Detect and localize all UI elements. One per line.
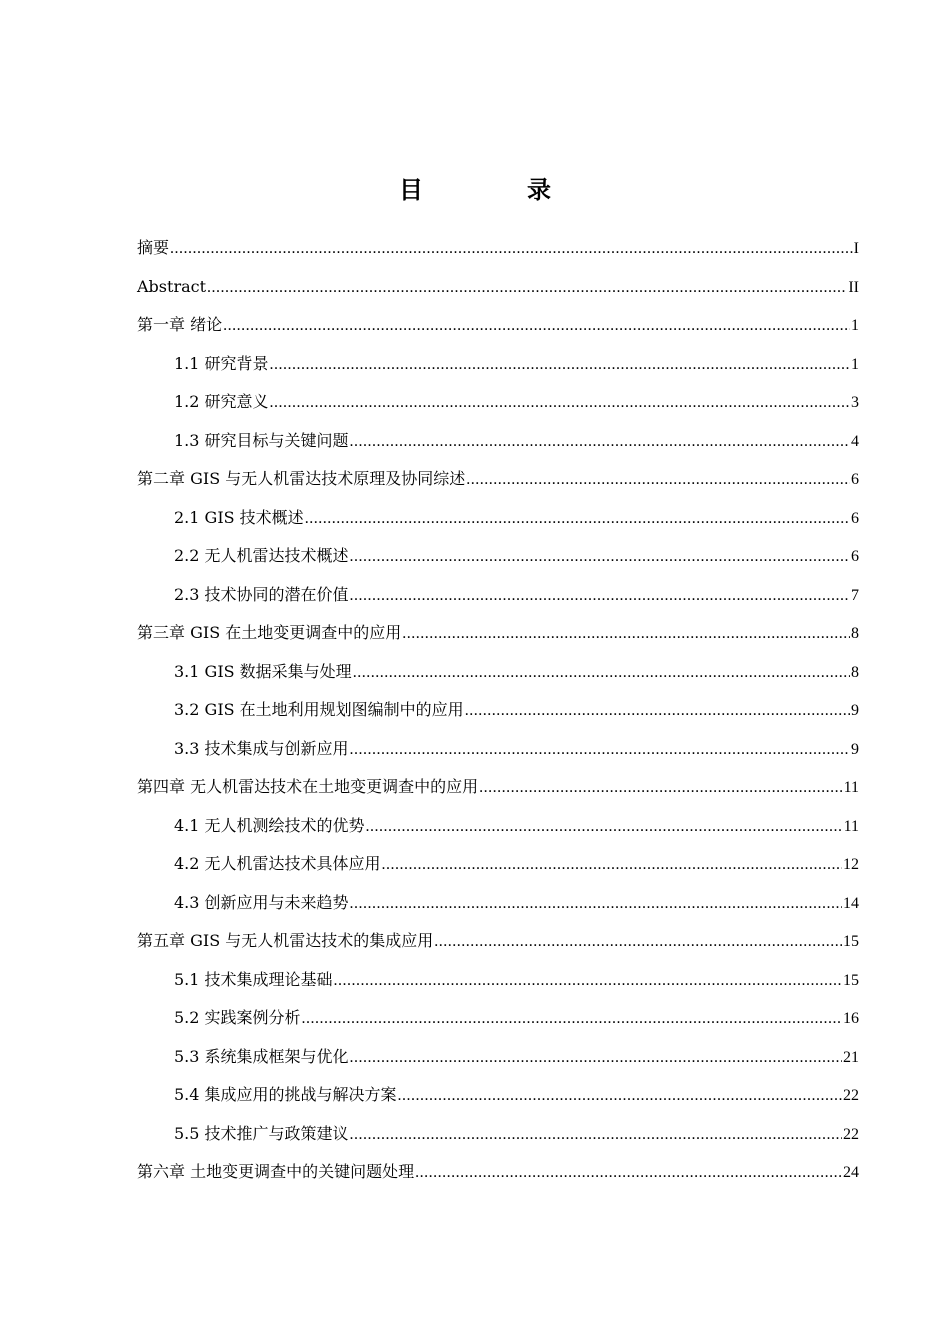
toc-entry-page-number: 6	[851, 509, 859, 527]
toc-entry-page-number: 11	[843, 779, 859, 796]
toc-entry-label: 3.1 GIS 数据采集与处理	[174, 661, 352, 681]
dot-leader	[382, 846, 842, 885]
dot-leader	[350, 885, 842, 924]
toc-entry-label: 4.1 无人机测绘技术的优势	[174, 815, 365, 835]
toc-entry-page-number: 8	[851, 625, 859, 642]
page-title: 目 录	[399, 176, 591, 204]
toc-entry-page-number: 6	[851, 471, 859, 488]
toc-entry-label: 第一章 绪论	[137, 315, 223, 334]
toc-entry-chapter[interactable]	[137, 768, 859, 807]
dot-leader	[350, 1039, 842, 1078]
toc-entry-section[interactable]	[137, 537, 859, 576]
toc-entry-label: 2.3 技术协同的潜在价值	[174, 584, 349, 604]
toc-entry-section[interactable]	[137, 961, 859, 1000]
dot-leader	[350, 538, 850, 577]
toc-entry-page-number: 9	[851, 740, 859, 758]
dot-leader	[270, 346, 850, 385]
toc-entry-label: 第三章 GIS 在土地变更调查中的应用	[137, 623, 402, 642]
dot-leader	[353, 654, 850, 693]
toc-entry-section[interactable]	[137, 499, 859, 538]
toc-entry-label: 1.2 研究意义	[174, 392, 269, 411]
dot-leader	[434, 923, 842, 962]
dot-leader	[350, 731, 850, 770]
toc-entry-label: 5.2 实践案例分析	[174, 1008, 301, 1027]
toc-entry-label: 5.1 技术集成理论基础	[174, 969, 333, 989]
toc-entry-label: 摘要	[137, 238, 170, 257]
toc-entry-section[interactable]	[137, 1076, 859, 1115]
dot-leader	[415, 1154, 842, 1193]
toc-entry-section[interactable]	[137, 576, 859, 615]
toc-entry-label: 第四章 无人机雷达技术在土地变更调查中的应用	[137, 777, 479, 796]
table-of-contents	[137, 229, 859, 1192]
toc-entry-section[interactable]	[137, 345, 859, 384]
dot-leader	[398, 1077, 842, 1116]
toc-entry-label: 5.3 系统集成框架与优化	[174, 1046, 349, 1066]
toc-entry-section[interactable]	[137, 691, 859, 730]
toc-entry-chapter[interactable]	[137, 306, 859, 345]
toc-entry-section[interactable]	[137, 999, 859, 1038]
toc-entry-page-number: 11	[843, 817, 859, 835]
toc-entry-label: 2.1 GIS 技术概述	[174, 507, 304, 527]
toc-entry-page-number: 22	[843, 1087, 859, 1104]
toc-entry-page-number: 8	[851, 663, 859, 681]
dot-leader	[207, 269, 847, 308]
toc-entry-page-number: 15	[843, 933, 859, 950]
toc-entry-label: 2.2 无人机雷达技术概述	[174, 546, 349, 565]
toc-entry-label: 4.2 无人机雷达技术具体应用	[174, 854, 381, 873]
dot-leader	[479, 769, 843, 808]
toc-entry-page-number: 4	[851, 432, 859, 450]
toc-entry-chapter[interactable]	[137, 922, 859, 961]
toc-entry-page-number: 22	[843, 1125, 859, 1143]
toc-entry-section[interactable]	[137, 807, 859, 846]
dot-leader	[334, 962, 842, 1001]
toc-entry-page-number: 7	[851, 586, 859, 604]
toc-entry-section[interactable]	[137, 884, 859, 923]
toc-entry-label: 1.1 研究背景	[174, 353, 269, 373]
toc-entry-label: 3.2 GIS 在土地利用规划图编制中的应用	[174, 700, 464, 719]
toc-entry-page-number: 1	[851, 355, 859, 373]
toc-entry-section[interactable]	[137, 653, 859, 692]
toc-entry-page-number: I	[853, 240, 859, 257]
toc-entry-page-number: 9	[851, 702, 859, 719]
toc-entry-label: 4.3 创新应用与未来趋势	[174, 892, 349, 912]
toc-entry-label: Abstract	[137, 276, 207, 296]
toc-entry-chapter[interactable]	[137, 614, 859, 653]
toc-entry-page-number: 3	[851, 394, 859, 411]
toc-entry-page-number: 6	[851, 548, 859, 565]
toc-entry-section[interactable]	[137, 845, 859, 884]
toc-entry-chapter[interactable]	[137, 229, 859, 268]
toc-entry-section[interactable]	[137, 422, 859, 461]
dot-leader	[350, 423, 850, 462]
toc-entry-label: 5.5 技术推广与政策建议	[174, 1123, 349, 1143]
dot-leader	[270, 384, 850, 423]
dot-leader	[170, 230, 853, 269]
toc-entry-page-number: II	[848, 278, 859, 296]
toc-entry-label: 1.3 研究目标与关键问题	[174, 430, 349, 450]
dot-leader	[223, 307, 850, 346]
toc-entry-section[interactable]	[137, 730, 859, 769]
dot-leader	[350, 577, 850, 616]
toc-entry-page-number: 1	[851, 317, 859, 334]
toc-entry-page-number: 21	[843, 1048, 859, 1066]
toc-entry-section[interactable]	[137, 1038, 859, 1077]
toc-entry-section[interactable]	[137, 1115, 859, 1154]
toc-entry-page-number: 24	[843, 1164, 859, 1181]
dot-leader	[366, 808, 843, 847]
dot-leader	[302, 1000, 842, 1039]
toc-entry-chapter[interactable]	[137, 268, 859, 307]
dot-leader	[350, 1116, 842, 1155]
toc-entry-chapter[interactable]	[137, 460, 859, 499]
toc-entry-page-number: 14	[843, 894, 859, 912]
toc-entry-page-number: 16	[843, 1010, 859, 1027]
toc-entry-page-number: 15	[843, 971, 859, 989]
toc-entry-page-number: 12	[843, 856, 859, 873]
toc-entry-label: 3.3 技术集成与创新应用	[174, 738, 349, 758]
toc-entry-label: 第六章 土地变更调查中的关键问题处理	[137, 1162, 415, 1181]
dot-leader	[305, 500, 850, 539]
toc-entry-label: 5.4 集成应用的挑战与解决方案	[174, 1085, 397, 1104]
toc-entry-chapter[interactable]	[137, 1153, 859, 1192]
toc-entry-label: 第五章 GIS 与无人机雷达技术的集成应用	[137, 931, 434, 950]
dot-leader	[402, 615, 850, 654]
dot-leader	[466, 461, 850, 500]
toc-entry-label: 第二章 GIS 与无人机雷达技术原理及协同综述	[137, 469, 466, 488]
dot-leader	[465, 692, 850, 731]
toc-entry-section[interactable]	[137, 383, 859, 422]
